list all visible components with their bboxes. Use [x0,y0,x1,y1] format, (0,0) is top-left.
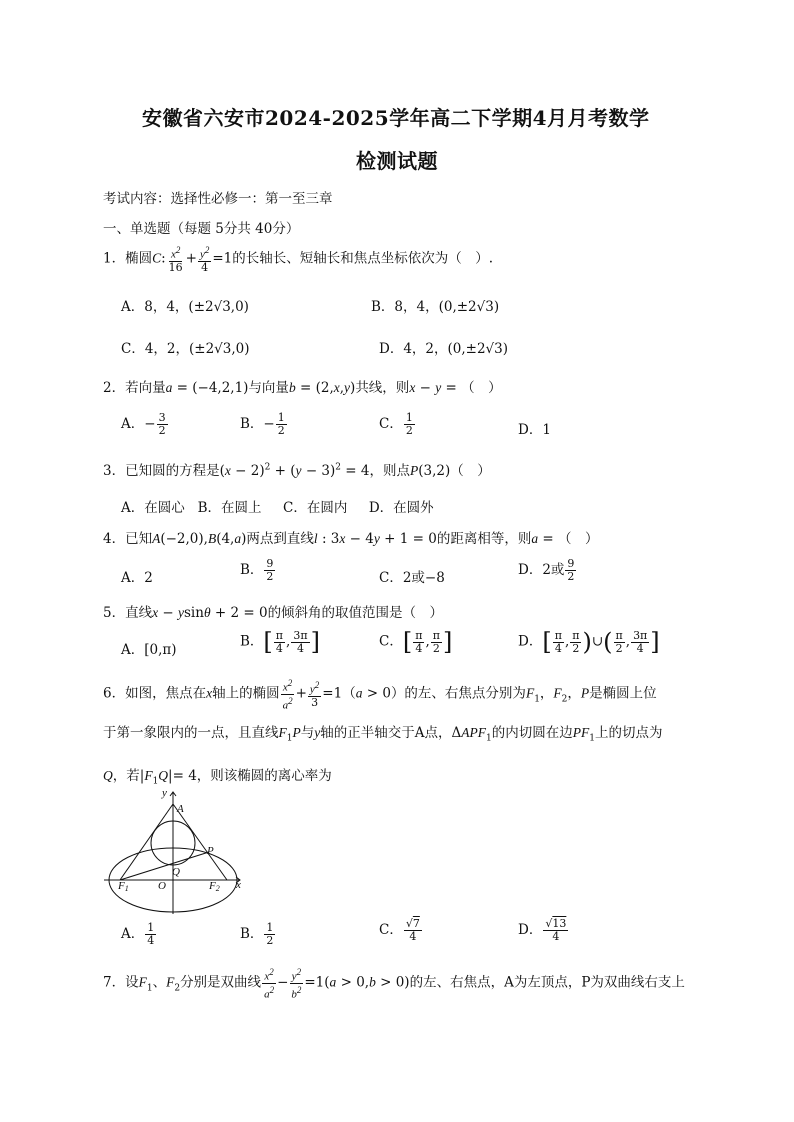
question-5: 5．直线x − ysinθ + 2 = 0的倾斜角的取值范围是（ ） [103,605,444,621]
q2-option-c-label: C． [379,416,403,432]
q6-l2d: 的内切圆在边 [491,725,573,741]
q4-option-c[interactable]: C．2或−8 [379,570,445,586]
q6-option-c-label: C． [379,922,403,938]
line-f1-p [120,852,209,880]
q4-option-d[interactable]: D．2或 $\frac{9}{2}$ [518,557,575,583]
question-7: 7．设$F_1$、$F_2$分别是双曲线 $\frac{x^2}{a^2}$ − $\frac{y^2}{b^2}$ =1(a > 0,b > 0)的左、右焦点，A为左顶点，P为双曲线右支上 [103,967,685,1001]
q6-l1e: 是椭圆上位 [589,685,657,702]
q1-option-b[interactable]: B．8，4，(0,±2√3) [371,299,500,315]
q1-option-c[interactable]: C．4，2，(±2√3,0) [121,341,250,357]
label-f1: F1 [118,880,129,893]
q6-l3b: ，则该椭圆的离心率为 [196,768,332,784]
q1-stem: 的长轴长、短轴长和焦点坐标依次为（ ）. [232,250,494,267]
q5-option-d-label: D． [518,633,543,650]
q2-option-c[interactable]: C． $\frac{1}{2}$ [379,411,413,437]
q6-option-d[interactable]: D． $\frac{√13}{4}$ [518,917,567,943]
question-6-line-1: 6．如图，焦点在x轴上的椭圆 $\frac{x^2}{a^2}$ + $\frac{y^2}{3}$ =1（a > 0）的左、右焦点分别为$F_1$，$F_2$，P是椭圆上位 [103,678,657,712]
label-a: A [177,803,184,815]
exam-content: 考试内容：选择性必修一：第一至三章 [103,191,333,207]
q2-option-b[interactable]: B．− $\frac{1}{2}$ [240,411,285,437]
q5-option-c-label: C． [379,633,403,650]
line-a-f2 [173,804,227,880]
q3-option-b[interactable]: B．在圆上 [197,500,262,516]
q3-option-c[interactable]: C．在圆内 [283,500,348,516]
question-6-line-2: 于第一象限内的一点，且直线$F_1P$与y轴的正半轴交于A点，$\Delta APF_1$的内切圆在边$PF_1$上的切点为 [103,725,663,744]
q3-option-a[interactable]: A．在圆心 [121,500,185,516]
q6-option-b-label: B． [240,926,264,942]
q6-option-d-label: D． [518,922,543,938]
q5-option-d[interactable]: D．[ $\frac{\pi}{4}$ , $\frac{\pi}{2}$ )∪( $\frac{\pi}{2}$ , $\frac{3\pi}{4}$ ] [518,628,660,656]
question-3: 3．已知圆的方程是$(x - 2)^2 + (y - 3)^2 = 4$，则点P(3,2)（ ） [103,462,491,479]
label-x: x [236,879,241,891]
q6-l1a: 6．如图，焦点在 [103,685,207,702]
q2-number: 2．若向量 [103,380,166,396]
q6-l2e: 上的切点为 [594,725,663,741]
q5-option-b[interactable]: B．[ $\frac{\pi}{4}$ , $\frac{3\pi}{4}$ ] [240,628,320,656]
label-p: P [207,845,214,857]
q4-option-d-label: D．2或 [518,562,565,578]
q4-option-a[interactable]: A．2 [121,570,153,586]
q7-stem-2: 、 [152,974,167,991]
question-4: 4．已知A(−2,0),B(4,a)两点到直线l : 3x − 4y + 1 = 0的距离相等，则a = （ ） [103,531,599,547]
label-y: y [162,787,167,799]
q6-l1d: ）的左、右焦点分别为 [390,685,526,702]
q5-option-b-label: B． [240,633,264,650]
question-1: 1．椭圆C: $\frac{x^2}{16}$ + $\frac{y^2}{4}$ =1的长轴长、短轴长和焦点坐标依次为（ ）. [103,245,494,274]
q3-stem-1: 3．已知圆的方程是 [103,463,220,479]
q7-stem-1: 7．设 [103,974,139,991]
q5-stem-2: 的倾斜角的取值范围是（ ） [267,605,444,621]
q3-stem-2: ，则点 [369,463,410,479]
q2-option-b-label: B． [240,416,264,432]
q2-mid: 与向量 [248,380,289,396]
q5-option-a[interactable]: A．[0,π) [121,642,177,658]
q6-l2c: 轴的正半轴交于A点， [320,725,452,741]
question-2: 2．若向量a = (−4,2,1)与向量b = (2,x,y)共线，则x − y = （ ） [103,380,502,396]
q2-option-d[interactable]: D．1 [518,422,551,438]
q6-l2a: 于第一象限内的一点，且直线 [103,725,279,741]
page-title: 安徽省六安市2024-2025学年高二下学期4月月考数学 [142,106,650,130]
q6-option-b[interactable]: B． $\frac{1}{2}$ [240,921,274,947]
q6-option-a-label: A． [121,926,145,942]
q4-stem-2: 两点到直线 [246,531,314,547]
q3-stem-3: （ ） [450,463,491,479]
label-o: O [158,880,166,892]
q6-option-a[interactable]: A． $\frac{1}{4}$ [121,921,155,947]
q7-stem-4: 的左、右焦点，A为左顶点，P为双曲线右支上 [409,974,685,991]
q5-stem-1: 5．直线 [103,605,153,621]
q1-option-d[interactable]: D．4，2，(0,±2√3) [379,341,509,357]
q2-end: （ ） [461,380,502,396]
q4-stem-3: 的距离相等，则 [436,531,532,547]
q6-l3a: ，若 [112,768,140,784]
label-q: Q [172,866,180,878]
q4-option-b[interactable]: B． $\frac{9}{2}$ [240,557,274,583]
q3-options [121,496,434,516]
q4-option-b-label: B． [240,562,264,578]
q1-option-a[interactable]: A．8，4，(±2√3,0) [121,299,249,315]
q6-l1b: 轴上的椭圆 [212,685,280,702]
page-subtitle: 检测试题 [356,149,438,173]
q6-option-c[interactable]: C． $\frac{√7}{4}$ [379,917,420,943]
q5-option-c[interactable]: C．[ $\frac{\pi}{4}$ , $\frac{\pi}{2}$ ] [379,628,453,656]
q6-l2b: 与 [300,725,315,741]
section-heading: 一、单选题（每题 5分共 40分） [103,221,300,237]
q3-option-d[interactable]: D．在圆外 [368,500,434,516]
q4-stem-4: （ ） [558,531,599,547]
q7-stem-3: 分别是双曲线 [180,974,262,991]
line-f1-a [120,804,173,880]
q2-after: 共线，则 [355,380,410,396]
q2-option-a[interactable]: A．− $\frac{3}{2}$ [121,411,166,437]
q6-l1c: （ [342,685,356,702]
q1-number: 1．椭圆 [103,250,153,267]
q4-stem-1: 4．已知 [103,531,153,547]
q2-option-a-label: A． [121,416,145,432]
q5-option-a-label: A． [121,642,145,658]
question-6-line-3: Q，若$|F_1Q|= 4$，则该椭圆的离心率为 [103,768,332,787]
ellipse-figure [100,784,250,919]
label-f2: F2 [209,880,220,893]
